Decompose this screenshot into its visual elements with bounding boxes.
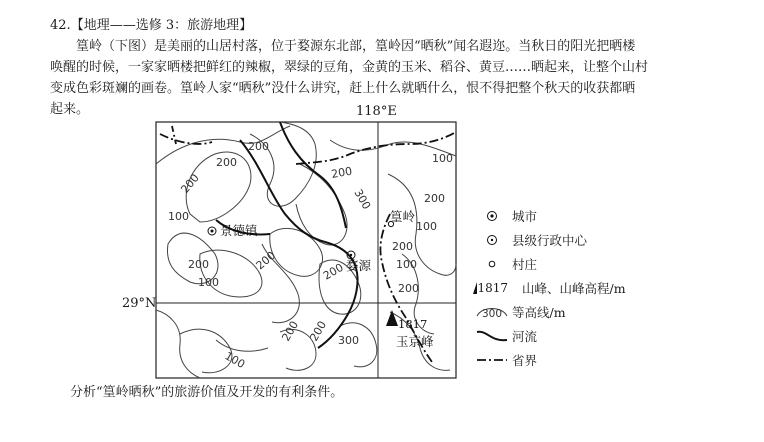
paragraph-line-2: 唤醒的时候，一家家晒楼把鲜红的辣椒，翠绿的豆角，金黄的玉米、稻谷、黄豆……晒起来，让整个山村 bbox=[50, 60, 649, 75]
svg-text:300: 300 bbox=[338, 334, 359, 347]
label-yujingfeng: 玉京峰 bbox=[396, 334, 434, 349]
border-icon bbox=[475, 352, 509, 368]
svg-text:100: 100 bbox=[432, 152, 453, 165]
svg-text:200: 200 bbox=[398, 282, 419, 295]
svg-text:100: 100 bbox=[396, 258, 417, 271]
topographic-map bbox=[120, 104, 464, 382]
label-peak-elevation: 1817 bbox=[398, 317, 428, 331]
svg-text:100: 100 bbox=[198, 276, 219, 289]
svg-text:200: 200 bbox=[424, 192, 445, 205]
latitude-label: 29°N bbox=[122, 296, 157, 311]
svg-text:100: 100 bbox=[168, 210, 189, 223]
city-icon bbox=[484, 208, 500, 224]
longitude-label: 118°E bbox=[356, 104, 397, 119]
question-paragraph bbox=[50, 36, 740, 57]
question-header bbox=[50, 15, 740, 36]
legend-peak: 1817 山峰、山峰高程/m bbox=[472, 276, 672, 300]
village-icon bbox=[484, 256, 500, 272]
svg-text:100: 100 bbox=[222, 349, 248, 372]
svg-text:200: 200 bbox=[330, 164, 354, 181]
svg-text:200: 200 bbox=[392, 240, 413, 253]
legend-city: 城市 bbox=[472, 204, 672, 228]
map-legend bbox=[472, 204, 672, 372]
legend-border: 省界 bbox=[472, 348, 672, 372]
svg-text:200: 200 bbox=[307, 318, 330, 344]
svg-text:200: 200 bbox=[216, 156, 237, 169]
paragraph-line-4: 起来。 bbox=[50, 102, 90, 117]
paragraph-line-3: 变成色彩斑斓的画卷。篁岭人家“晒秋”没什么讲究，赶上什么就晒什么，恨不得把整个秋天的收获都晒 bbox=[50, 81, 636, 96]
svg-text:200: 200 bbox=[253, 248, 279, 273]
legend-county: 县级行政中心 bbox=[472, 228, 672, 252]
legend-village: 村庄 bbox=[472, 252, 672, 276]
svg-text:200: 200 bbox=[178, 171, 202, 196]
label-huangling: 篁岭 bbox=[390, 209, 416, 224]
svg-text:200: 200 bbox=[279, 318, 302, 344]
svg-text:300: 300 bbox=[482, 308, 503, 320]
svg-text:200: 200 bbox=[248, 140, 269, 153]
legend-contour: 300 等高线/m bbox=[472, 300, 672, 324]
river-icon bbox=[475, 328, 509, 344]
peak-icon bbox=[386, 310, 398, 326]
svg-text:300: 300 bbox=[351, 187, 374, 212]
question-title: 【地理——选修 3：旅游地理】 bbox=[70, 18, 253, 33]
label-jingdezhen: 景德镇 bbox=[220, 223, 258, 238]
legend-river: 河流 bbox=[472, 324, 672, 348]
county-icon bbox=[484, 232, 500, 248]
map-drawing bbox=[120, 104, 464, 382]
svg-text:100: 100 bbox=[416, 220, 437, 233]
question-task: 分析“篁岭晒秋”的旅游价值及开发的有利条件。 bbox=[70, 385, 344, 400]
question-number: 42. bbox=[50, 18, 71, 33]
paragraph-line-1: 篁岭（下图）是美丽的山居村落，位于婺源东北部，篁岭因“晒秋”闻名遐迩。当秋日的阳光把晒楼 bbox=[76, 39, 636, 54]
svg-text:200: 200 bbox=[188, 258, 209, 271]
label-wuyuan: 婺源 bbox=[346, 258, 372, 273]
svg-text:200: 200 bbox=[321, 260, 346, 283]
contour-icon bbox=[474, 302, 510, 322]
